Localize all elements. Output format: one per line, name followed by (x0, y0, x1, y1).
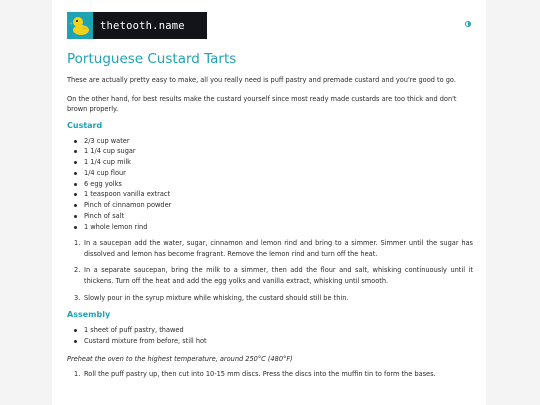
theme-toggle-icon[interactable] (465, 21, 471, 27)
custard-heading: Custard (67, 120, 103, 130)
step-text: In a separate saucepan, bring the milk to a simmer, then add the flour and salt, whisking continuously until it thickens. Turn off the heat and add the egg yolks and vanilla extract, whisking until smooth. (84, 266, 473, 286)
list-item: 6 egg yolks (67, 179, 473, 190)
assembly-steps-list (67, 369, 473, 380)
list-item: Custard mixture from before, still hot (67, 336, 473, 347)
page (52, 0, 486, 405)
assembly-ingredients-list (67, 325, 473, 347)
site-logo-link[interactable] (67, 12, 207, 39)
assembly-heading: Assembly (67, 310, 111, 320)
article (67, 50, 473, 380)
custard-steps-list (67, 238, 473, 304)
list-item: Pinch of cinnamon powder (67, 200, 473, 211)
step-item: 3. Slowly pour in the syrup mixture while whisking, the custard should still be thin. (74, 293, 349, 302)
list-item: 2/3 cup water (67, 136, 473, 147)
custard-ingredients-list (67, 136, 473, 233)
intro-paragraph-1: These are actually pretty easy to make, all you really need is puff pastry and premade custard and you're good to go. (67, 76, 456, 84)
list-item: 1 sheet of puff pastry, thawed (67, 325, 473, 336)
list-item: 1/4 cup flour (67, 168, 473, 179)
header (52, 0, 486, 44)
step-text: In a saucepan add the water, sugar, cinnamon and lemon rind and bring to a simmer. Simmer until the sugar has dissolved and lemon has become fragrant. Remove the lemon rind and turn off the heat. (84, 238, 473, 258)
step-item: 1. In a saucepan add the water, sugar, cinnamon and lemon rind and bring to a simmer. Simmer until the sugar has dissolved and lemon has become fragrant. Remove the lemon rind and turn off the heat. (74, 238, 473, 258)
list-item: Pinch of salt (67, 211, 473, 222)
site-name: thetooth.name (100, 19, 185, 32)
intro-paragraph-2: On the other hand, for best results make the custard yourself since most ready made custards are too thick and don't brown properly. (67, 94, 457, 113)
list-item: 1 1/4 cup sugar (67, 146, 473, 157)
list-item: 1 teaspoon vanilla extract (67, 189, 473, 200)
step-text: Slowly pour in the syrup mixture while whisking, the custard should still be thin. (84, 293, 349, 302)
preheat-note: Preheat the oven to the highest temperature, around 250°C (480°F) (67, 354, 293, 363)
step-item: 2. In a separate saucepan, bring the milk to a simmer, then add the flour and salt, whisking continuously until it thickens. Turn off the heat and add the egg yolks and vanilla extract, whisking until smooth. (74, 266, 473, 286)
duck-icon (67, 12, 93, 39)
list-item: 1 whole lemon rind (67, 222, 473, 233)
step-item: 1. Roll the puff pastry up, then cut into 10-15 mm discs. Press the discs into the muffin tin to form the bases. (74, 370, 436, 379)
list-item: 1 1/4 cup milk (67, 157, 473, 168)
page-title: Portuguese Custard Tarts (67, 51, 237, 67)
step-text: Roll the puff pastry up, then cut into 10-15 mm discs. Press the discs into the muffin tin to form the bases. (84, 370, 436, 379)
